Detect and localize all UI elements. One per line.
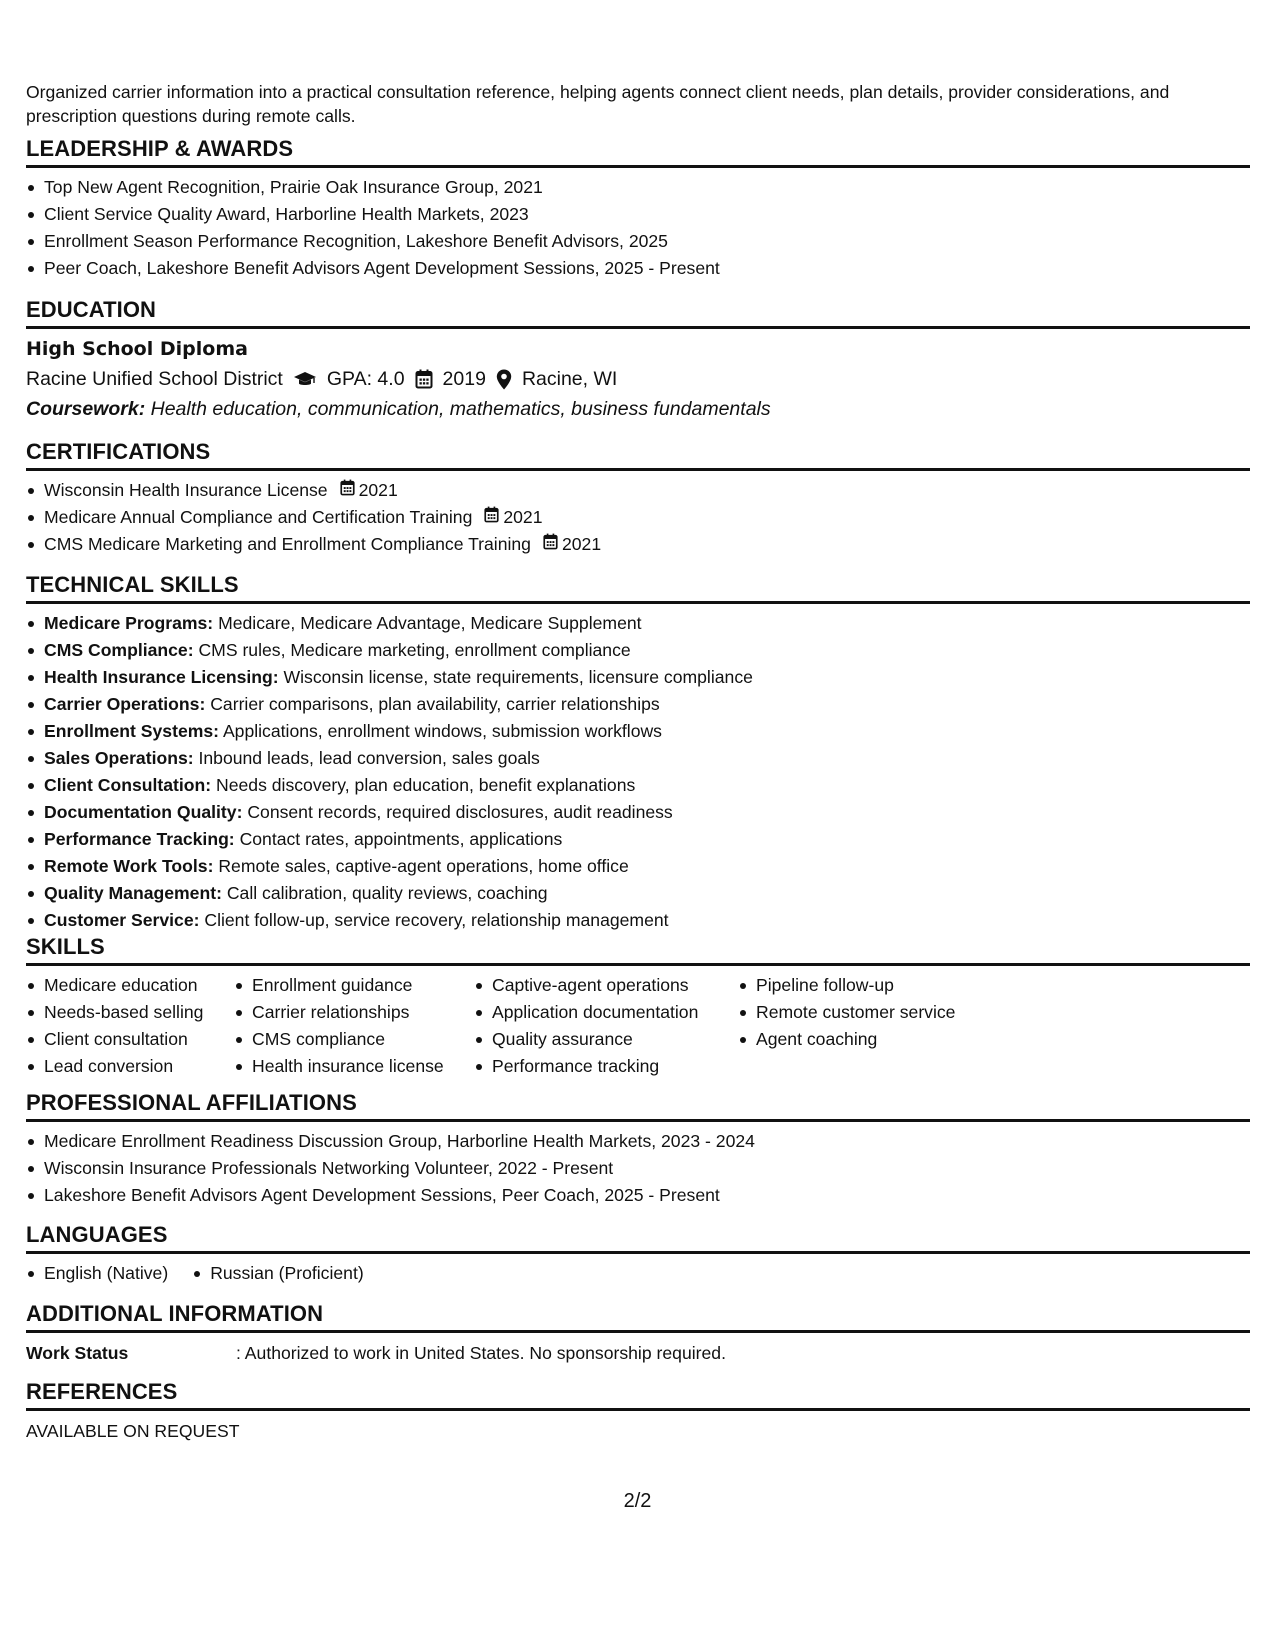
section-leadership — [26, 136, 1250, 282]
section-divider — [26, 963, 1250, 966]
skill-text: Needs discovery, plan education, benefit explanations — [216, 775, 636, 795]
skill-text: Inbound leads, lead conversion, sales goals — [198, 748, 540, 768]
skill-text: CMS rules, Medicare marketing, enrollment compliance — [198, 640, 631, 660]
section-title: SKILLS — [26, 934, 105, 959]
list-item — [26, 826, 1250, 853]
gpa-value: GPA: 4.0 — [326, 368, 405, 390]
page-number: 2/2 — [623, 1490, 652, 1512]
skill-category: Client Consultation: — [44, 775, 212, 795]
section-title: LEADERSHIP & AWARDS — [26, 136, 294, 161]
skill-category: Performance Tracking: — [44, 829, 235, 849]
leadership-list — [26, 174, 1250, 282]
certification-name: CMS Medicare Marketing and Enrollment Compliance Training — [44, 534, 531, 554]
certifications-list — [26, 477, 1250, 558]
graduation-cap-icon — [293, 370, 317, 388]
list-item: Top New Agent Recognition, Prairie Oak Insurance Group, 2021 — [26, 174, 1250, 201]
skill-category: Sales Operations: — [44, 748, 194, 768]
list-item — [26, 853, 1250, 880]
skill-text: Wisconsin license, state requirements, licensure compliance — [283, 667, 753, 687]
section-technical-skills — [26, 572, 1250, 934]
skill-text: Applications, enrollment windows, submission workflows — [222, 721, 662, 741]
skill-category: Quality Management: — [44, 883, 222, 903]
section-divider — [26, 165, 1250, 168]
list-item: Lead conversion — [26, 1053, 234, 1080]
work-status-row — [26, 1339, 1250, 1367]
section-divider — [26, 1408, 1250, 1411]
skills-column — [738, 972, 998, 1080]
skill-category: Medicare Programs: — [44, 613, 214, 633]
list-item: English (Native) — [26, 1260, 168, 1287]
list-item — [26, 691, 1250, 718]
section-divider — [26, 468, 1250, 471]
skill-category: Enrollment Systems: — [44, 721, 220, 741]
list-item: Medicare education — [26, 972, 234, 999]
list-item: Agent coaching — [738, 1026, 998, 1053]
list-item: Medicare Enrollment Readiness Discussion Group, Harborline Health Markets, 2023 - 2024 — [26, 1128, 1250, 1155]
section-references — [26, 1379, 1250, 1445]
section-affiliations — [26, 1090, 1250, 1209]
list-item — [26, 531, 1250, 558]
list-item: Enrollment Season Performance Recognition, Lakeshore Benefit Advisors, 2025 — [26, 228, 1250, 255]
education-details — [26, 364, 1250, 394]
list-item: Pipeline follow-up — [738, 972, 998, 999]
section-title: EDUCATION — [26, 297, 157, 322]
list-item: Health insurance license — [234, 1053, 474, 1080]
list-item — [26, 718, 1250, 745]
section-education — [26, 297, 1250, 424]
certification-year: 2021 — [561, 534, 602, 554]
languages-list — [26, 1260, 388, 1287]
school-name: Racine Unified School District — [26, 368, 283, 390]
work-status-value: : Authorized to work in United States. No sponsorship required. — [236, 1343, 726, 1363]
list-item: Peer Coach, Lakeshore Benefit Advisors Agent Development Sessions, 2025 - Present — [26, 255, 1250, 282]
list-item: Russian (Proficient) — [192, 1260, 364, 1287]
section-additional-info — [26, 1301, 1250, 1367]
list-item: Client consultation — [26, 1026, 234, 1053]
skill-category: Documentation Quality: — [44, 802, 243, 822]
list-item — [26, 745, 1250, 772]
skill-text: Consent records, required disclosures, audit readiness — [247, 802, 673, 822]
skill-text: Carrier comparisons, plan availability, carrier relationships — [210, 694, 660, 714]
skill-category: Customer Service: — [44, 910, 200, 930]
skill-category: CMS Compliance: — [44, 640, 194, 660]
certification-name: Medicare Annual Compliance and Certification Training — [44, 507, 473, 527]
list-item — [26, 504, 1250, 531]
section-certifications — [26, 439, 1250, 558]
list-item: Performance tracking — [474, 1053, 738, 1080]
list-item: Quality assurance — [474, 1026, 738, 1053]
list-item — [26, 477, 1250, 504]
list-item — [26, 880, 1250, 907]
list-item: Enrollment guidance — [234, 972, 474, 999]
work-status-label: Work Status — [26, 1343, 129, 1363]
skill-category: Health Insurance Licensing: — [44, 667, 279, 687]
list-item: Wisconsin Insurance Professionals Networking Volunteer, 2022 - Present — [26, 1155, 1250, 1182]
list-item — [26, 664, 1250, 691]
certification-year: 2021 — [358, 480, 398, 500]
coursework-text: Health education, communication, mathematics, business fundamentals — [150, 398, 771, 420]
skill-category: Carrier Operations: — [44, 694, 206, 714]
languages-row — [26, 1260, 1250, 1287]
calendar-icon — [484, 506, 499, 523]
skill-text: Client follow-up, service recovery, relationship management — [204, 910, 669, 930]
section-divider — [26, 601, 1250, 604]
list-item — [26, 610, 1250, 637]
section-divider — [26, 1330, 1250, 1333]
section-skills — [26, 934, 1250, 1080]
skill-text: Contact rates, appointments, applications — [239, 829, 563, 849]
list-item: Remote customer service — [738, 999, 998, 1026]
skill-text: Medicare, Medicare Advantage, Medicare Supplement — [218, 613, 642, 633]
section-divider — [26, 1251, 1250, 1254]
section-title: CERTIFICATIONS — [26, 439, 211, 464]
skill-text: Call calibration, quality reviews, coaching — [226, 883, 548, 903]
location: Racine, WI — [521, 368, 618, 390]
certification-name: Wisconsin Health Insurance License — [44, 480, 328, 500]
references-text: AVAILABLE ON REQUEST — [26, 1421, 240, 1441]
skills-column — [234, 972, 474, 1080]
calendar-icon — [543, 533, 558, 550]
graduation-year: 2019 — [442, 368, 486, 390]
section-title: TECHNICAL SKILLS — [26, 572, 239, 597]
list-item — [26, 799, 1250, 826]
skill-category: Remote Work Tools: — [44, 856, 214, 876]
list-item: Client Service Quality Award, Harborline Health Markets, 2023 — [26, 201, 1250, 228]
list-item: Needs-based selling — [26, 999, 234, 1026]
section-divider — [26, 326, 1250, 329]
technical-skills-list — [26, 610, 1250, 934]
section-divider — [26, 1119, 1250, 1122]
list-item: Application documentation — [474, 999, 738, 1026]
section-languages — [26, 1222, 1250, 1287]
coursework-line — [26, 394, 1250, 424]
list-item: Captive-agent operations — [474, 972, 738, 999]
list-item — [26, 772, 1250, 799]
section-title: PROFESSIONAL AFFILIATIONS — [26, 1090, 357, 1115]
list-item — [26, 637, 1250, 664]
list-item — [26, 907, 1250, 934]
map-pin-icon — [496, 369, 512, 390]
section-title: REFERENCES — [26, 1379, 178, 1404]
coursework-label: Coursework: — [26, 398, 146, 420]
section-title: ADDITIONAL INFORMATION — [26, 1301, 324, 1326]
skill-text: Remote sales, captive-agent operations, home office — [218, 856, 629, 876]
calendar-icon — [340, 479, 355, 496]
skills-column — [474, 972, 738, 1080]
skills-column — [26, 972, 234, 1080]
list-item: CMS compliance — [234, 1026, 474, 1053]
list-item: Carrier relationships — [234, 999, 474, 1026]
certification-year: 2021 — [503, 507, 543, 527]
degree-title: High School Diploma — [26, 338, 248, 360]
affiliations-list — [26, 1128, 1250, 1209]
calendar-icon — [415, 369, 433, 389]
skills-columns — [26, 972, 1250, 1080]
intro-paragraph: Organized carrier information into a practical consultation reference, helping agents connect client needs, plan details, provider considerations, and prescription questions during remote calls. — [26, 82, 1170, 126]
section-title: LANGUAGES — [26, 1222, 168, 1247]
list-item: Lakeshore Benefit Advisors Agent Development Sessions, Peer Coach, 2025 - Present — [26, 1182, 1250, 1209]
